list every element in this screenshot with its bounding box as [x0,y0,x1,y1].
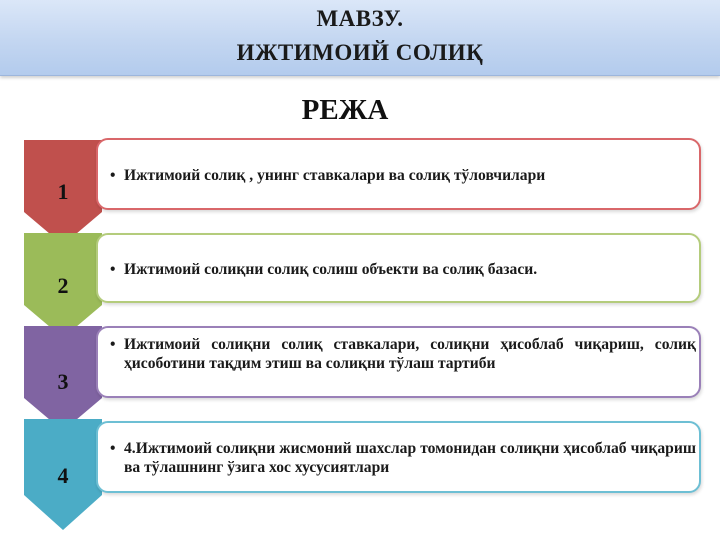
item-1-label: Ижтимоий солиқ , унинг ставкалари ва солиқ тўловчилари [124,167,546,184]
item-text-2 [110,260,696,279]
bullet-icon: • [110,440,116,457]
bullet-icon: • [110,336,116,353]
item-3-label: Ижтимоий солиқни солиқ ставкалари, солиқни ҳисоблаб чиқариш, солиқ ҳисоботини тақдим этиш ва солиқни тўлаш тартиби [124,336,696,372]
topic-title: ИЖТИМОИЙ СОЛИҚ [236,40,484,65]
item-text-3 [110,335,696,373]
topic-label: МАВЗУ. [316,6,404,31]
item-number-1: 1 [57,179,69,204]
item-2-label: Ижтимоий солиқни солиқ солиш объекти ва солиқ базаси. [124,261,538,278]
item-number-4: 4 [57,463,69,488]
item-text-4 [110,439,696,477]
plan-heading: РЕЖА [301,94,389,126]
item-number-3: 3 [57,369,69,394]
item-text-1 [110,166,696,185]
bullet-icon: • [110,261,116,278]
bullet-icon: • [110,167,116,184]
item-number-2: 2 [57,273,69,298]
item-4-label: 4.Ижтимоий солиқни жисмоний шахслар томонидан солиқни ҳисоблаб чиқариш ва тўлашнинг ўзига хос хусусиятлари [124,440,696,476]
